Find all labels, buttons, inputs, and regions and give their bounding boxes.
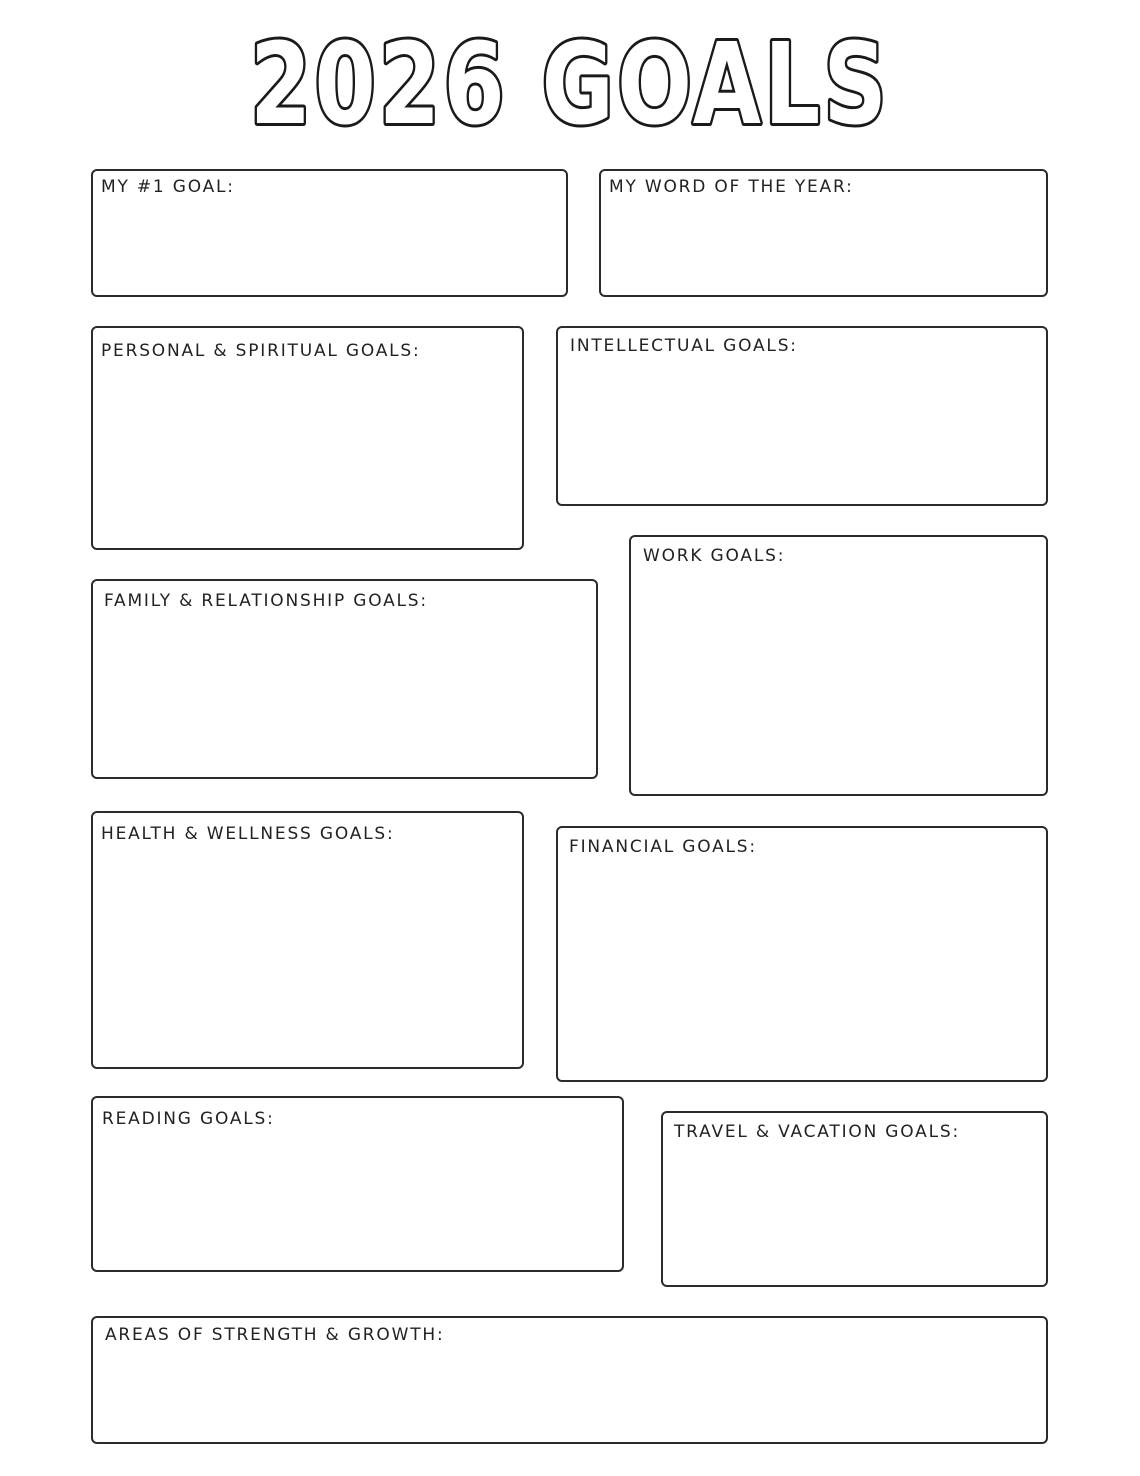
my-number-one-goal-label: MY #1 GOAL: (101, 177, 235, 197)
areas-of-strength-growth-label: AREAS OF STRENGTH & GROWTH: (105, 1325, 445, 1345)
page-title-text: 2026 GOALS (250, 20, 890, 150)
reading-goals-box[interactable] (91, 1096, 624, 1272)
intellectual-goals-box[interactable] (556, 326, 1048, 506)
travel-vacation-goals-box[interactable] (661, 1111, 1048, 1287)
work-goals-box[interactable] (629, 535, 1048, 796)
title-outline-text (0, 20, 1140, 150)
family-relationship-goals-label: FAMILY & RELATIONSHIP GOALS: (104, 591, 428, 611)
personal-spiritual-goals-box[interactable] (91, 326, 524, 550)
health-wellness-goals-label: HEALTH & WELLNESS GOALS: (101, 824, 395, 844)
reading-goals-label: READING GOALS: (102, 1109, 275, 1129)
personal-spiritual-goals-label: PERSONAL & SPIRITUAL GOALS: (101, 341, 421, 361)
intellectual-goals-label: INTELLECTUAL GOALS: (570, 336, 798, 356)
family-relationship-goals-box[interactable] (91, 579, 598, 779)
health-wellness-goals-box[interactable] (91, 811, 524, 1069)
my-number-one-goal-box[interactable] (91, 169, 568, 297)
areas-of-strength-growth-box[interactable] (91, 1316, 1048, 1444)
page-title (0, 20, 1140, 150)
financial-goals-box[interactable] (556, 826, 1048, 1082)
financial-goals-label: FINANCIAL GOALS: (569, 837, 757, 857)
word-of-the-year-label: MY WORD OF THE YEAR: (609, 177, 854, 197)
travel-vacation-goals-label: TRAVEL & VACATION GOALS: (674, 1122, 960, 1142)
word-of-the-year-box[interactable] (599, 169, 1048, 297)
work-goals-label: WORK GOALS: (643, 546, 786, 566)
